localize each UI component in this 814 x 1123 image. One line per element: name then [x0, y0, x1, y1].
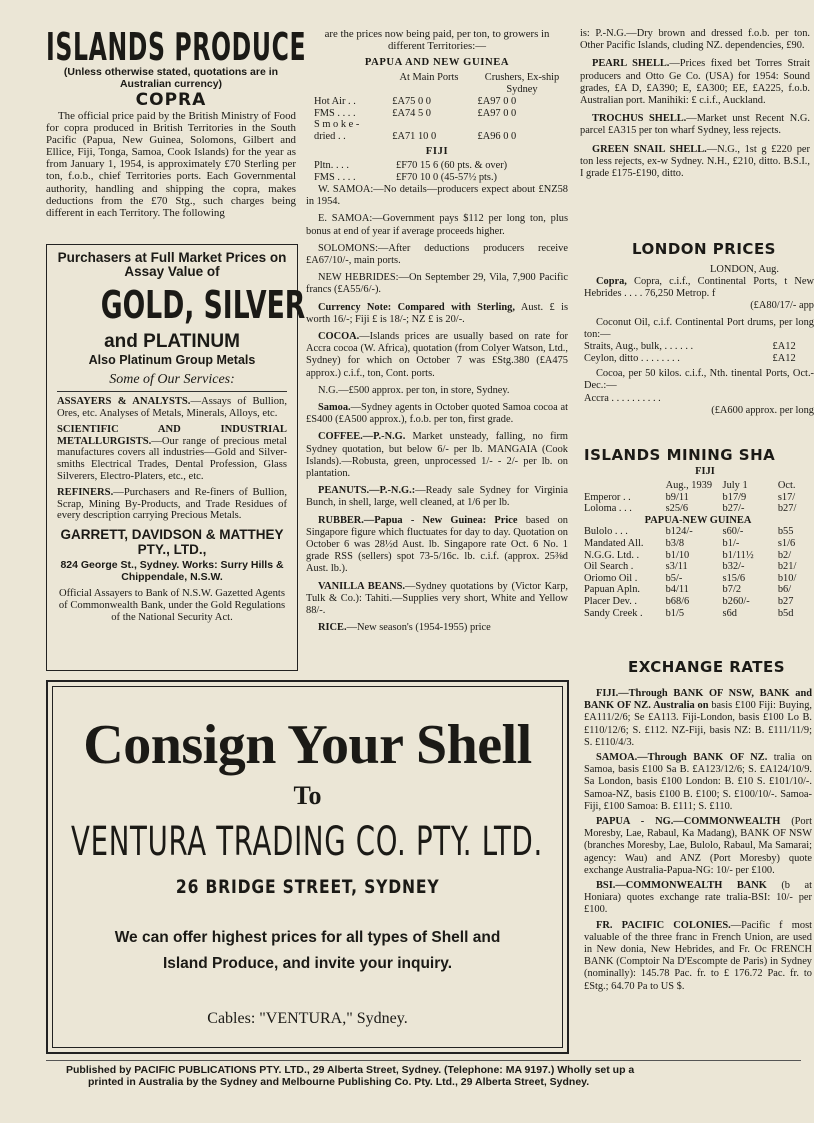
table-cell: £A12: [772, 341, 796, 353]
table-row: [584, 492, 814, 504]
table-row: [584, 550, 814, 562]
col2-paragraphs: [306, 184, 568, 670]
table-cell: £F70 15 6 (60 pts. & over): [396, 160, 508, 171]
table-cell: July 1: [722, 480, 748, 491]
th-main-ports: At Main Ports: [399, 72, 459, 83]
table-cell: s60/-: [722, 526, 744, 538]
table-cell: Oil Search .: [584, 561, 634, 573]
table-cell: b5d: [777, 607, 794, 619]
exchange-paragraph: FIJI.—Through BANK OF NSW, BANK and BANK OF NZ. Australia on basis £100 Fiji: Buying, £A111/2/6; Se £A113. Fiji-London, basis £100 Lo B. £110/12/6; S. £112. NZ-Fiji, basis NZ: B. £111/11/9; S. £110/4/3.: [584, 688, 812, 748]
table-cell: b6/: [777, 584, 792, 596]
exchange-paragraph: FR. PACIFIC COLONIES.—Pacific f most valuable of the three franc in French Union, are used in New donia, New Hebrides, and Fr. Oc FRENCH BANK (Comptoir Na D'Escompte de Paris) in Sydney (nominally): 145.78 Pac. fr. to £ 176.72 Pac. fr. to £Stg.; 64.70 Pa to US $.: [584, 919, 813, 992]
mining-png-heading-row: [584, 515, 814, 527]
ventura-address: 26 BRIDGE STREET, SYDNEY: [175, 876, 440, 898]
col2-paragraph: PEANUTS.—P.-N.G.:—Ready sale Sydney for Virginia Bunch, in shell, large, well cleaned, at 1/6 per lb.: [306, 485, 568, 509]
table-cell: b68/6: [665, 595, 690, 607]
table-cell: s3/11: [665, 561, 688, 573]
publisher-footer: [66, 1064, 801, 1094]
table-cell: £A12: [772, 352, 796, 364]
col2-paragraph: COCOA.—Islands prices are usually based on rate for Accra cocoa (W. Africa), quotation (from Colyer Watson, Ltd., Sydney) for which on October 7 was £Stg.380 (£A475 approx.) c.i.f., ton, Cont. ports.: [306, 331, 568, 379]
col2-paragraph: E. SAMOA:—Government pays $112 per long ton, plus bonus at end of year if average proceeds higher.: [306, 213, 568, 237]
fiji-heading: FIJI: [425, 146, 449, 157]
table-row: [584, 584, 814, 596]
table-cell: FMS . . . .: [314, 107, 356, 119]
table-row: [584, 608, 814, 620]
table-cell: £A97 0 0: [477, 96, 517, 107]
table-row: [314, 108, 564, 120]
footer-line-1: Published by PACIFIC PUBLICATIONS PTY. LTD., 29 Alberta Street, Sydney. (Telephone: MA 9197.) Wholly set up a: [66, 1064, 635, 1076]
table-cell: FMS . . . .: [314, 171, 356, 183]
table-cell: s17/: [777, 491, 796, 503]
table-cell: b1/5: [665, 607, 685, 619]
london-oil-rows: [584, 341, 810, 364]
exchange-paragraph: PAPUA - NG.—COMMONWEALTH (Port Moresby, Lae, Rabaul, Ka Madang), BANK OF NSW (branches Moresby, Lae, Bulolo, Rabaul, Ma Samarai; agency: Wau) and ANZ (Port Moresby) quote exchange Australia-Papua-NG: 10/- per £100.: [584, 816, 812, 876]
exchange-heading: EXCHANGE RATES: [628, 658, 786, 676]
mining-heading: ISLANDS MINING SHA: [584, 446, 776, 464]
table-row: [584, 503, 814, 515]
table-cell: b1/-: [722, 537, 740, 549]
col2-paragraph: RUBBER.—Papua - New Guinea: Price based on Singapore figure which fluctuates for day to day. Quotation on October 6 was 28½d Aust. lb. Singapore rate Oct. 6 No. 1 grade RSS (sellers) spot 73-5/16c. lb. c.i.f. (approx. 25⅜d Aust. lb.).: [306, 514, 569, 575]
col2-paragraph: NEW HEBRIDES:—On September 29, Vila, 7,900 Pacific francs (£A55/6/-).: [306, 272, 568, 296]
ad-footer: Official Assayers to Bank of N.S.W. Gazetted Agents of Commonwealth Bank, under the Gold Regulations of the National Security Act.: [58, 587, 286, 623]
table-row: [584, 526, 814, 538]
gold-silver-ad: [46, 244, 306, 671]
mining-fiji: FIJI: [695, 466, 715, 477]
table-cell: b1/11½: [722, 549, 754, 561]
ad-assayers-para: ASSAYERS & ANALYSTS.—Assays of Bullion, Ores, etc. Analyses of Metals, Minerals, Alloys, etc.: [57, 396, 287, 419]
table-cell: Oct.: [777, 480, 796, 491]
table-cell: s1/6: [777, 537, 796, 549]
table-cell: Aug., 1939: [665, 480, 713, 491]
table-cell: Mandated All.: [584, 537, 644, 549]
mining-png-heading: PAPUA-NEW GUINEA: [644, 514, 752, 526]
col2-paragraph: RICE.—New season's (1954-1955) price: [318, 622, 491, 634]
footer-line-2: printed in Australia by the Sydney and Melbourne Publishing Co. Pty. Ltd., 29 Alberta Street, Sydney.: [88, 1076, 590, 1088]
table-cell: b5/-: [665, 572, 683, 584]
col2-paragraph: N.G.—£500 approx. per ton, in store, Sydney.: [318, 384, 510, 396]
ad-address: 824 George St., Sydney. Works: Surry Hills & Chippendale, N.S.W.: [60, 558, 284, 583]
table-cell: [584, 480, 666, 492]
snail-para: GREEN SNAIL SHELL.—N.G., 1st g £220 per ton less rejects, ex-w Sydney. N.H., £210, ditto. B.S.I., I grade £175-£190, ditto.: [580, 143, 810, 180]
footer-rule: [46, 1060, 801, 1061]
table-cell: Straits, Aug., bulk, . . . . . .: [584, 341, 694, 353]
ad-services: Some of Our Services:: [109, 372, 235, 387]
copra-heading: COPRA: [135, 90, 207, 110]
ventura-company: VENTURA TRADING CO. PTY. LTD.: [71, 819, 543, 865]
table-cell: N.G.G. Ltd. .: [584, 549, 640, 561]
col2-intro: are the prices now being paid, per ton, to growers in different Territories:—: [324, 28, 550, 52]
table-row: [584, 538, 814, 550]
london-copra-sterling: (£A80/17/- app: [750, 300, 814, 312]
ad-metallurgists-para: SCIENTIFIC AND INDUSTRIAL METALLURGISTS.—Our range of precious metal manufactures covers all industries—Gold and Silver-smiths Electrical Trades, Dental Profession, Glass Silverers, Electro-Platers, etc., etc.: [57, 424, 287, 482]
col2-paragraph: COFFEE.—P.-N.G. Market unsteady, falling, no firm Sydney quotation, but below 6/- per lb. MANGAIA (Cook Islands).—Robusta, green, unprocessed 1/- - 2/- per lb. on plantation.: [306, 431, 568, 480]
table-cell: £A96 0 0: [477, 130, 517, 142]
ventura-headline: Consign Your Shell: [83, 714, 532, 776]
pearl-shell-para: PEARL SHELL.—Prices fixed bet Torres Strait producers and Otto Ge Co. (USA) for 1954: Sound grades, £A D, £A390; E, £A300; EE, £A225, f.o.b. Australian port. Manihiki: £ c.i.f., Auckland.: [580, 58, 810, 107]
table-cell: s25/6: [665, 503, 689, 515]
table-cell: b17/9: [722, 491, 747, 503]
ad-gold-silver: GOLD, SILVER: [100, 283, 306, 327]
table-cell: b9/11: [665, 491, 689, 503]
table-row: [314, 172, 568, 184]
ad-company: GARRETT, DAVIDSON & MATTHEY PTY., LTD.,: [60, 526, 284, 557]
table-cell: Bulolo . . .: [584, 526, 628, 538]
ventura-ad-inner: [52, 686, 563, 1048]
ventura-offer-1: We can offer highest prices for all types of Shell and: [114, 929, 501, 946]
london-dateline: LONDON, Aug.: [710, 264, 779, 275]
col3: [580, 28, 814, 668]
table-row: [314, 119, 564, 131]
table-cell: £F70 10 0 (45-57½ pts.): [396, 171, 498, 183]
table-cell: b260/-: [722, 595, 750, 607]
table-cell: b55: [777, 526, 794, 538]
exchange-paragraph: BSI.—COMMONWEALTH BANK (b at Honiara) quotes exchange rate tralia-BSI: 10/- per £100.: [584, 880, 812, 916]
table-cell: dried . .: [314, 130, 346, 142]
png-heading: PAPUA AND NEW GUINEA: [364, 57, 510, 68]
table-cell: Oriomo Oil .: [584, 572, 638, 584]
table-cell: b27: [777, 595, 794, 607]
ad-and-platinum: and PLATINUM: [104, 331, 240, 352]
ventura-cables: Cables: "VENTURA," Sydney.: [207, 1010, 408, 1027]
table-cell: b21/: [777, 561, 797, 573]
table-cell: s15/6: [722, 572, 746, 584]
ventura-to: To: [293, 781, 322, 810]
table-cell: £A97 0 0: [477, 107, 517, 119]
london-cocoa: Cocoa, per 50 kilos. c.i.f., Nth. tinental Ports, Oct.-Dec.:—: [584, 368, 814, 392]
col2-paragraph: SOLOMONS:—After deductions producers receive £A67/10/-, main ports.: [306, 242, 568, 267]
png-price-table: [314, 72, 574, 142]
exchange-paragraph: SAMOA.—Through BANK OF NZ. tralia on Samoa, basis £100 Sa B. £A123/12/6; S. £A124/10/9. Sa London, basis £100 London: B. £10 S. £101/10/-. Samoa-NZ, basis £100 B. £100; S. £100/10/-. Samoa-Fiji, £100 Samoa: B. £111; S. £110.: [584, 752, 812, 812]
table-cell: Sandy Creek .: [584, 607, 643, 619]
table-row: [314, 160, 568, 172]
london-accra: Accra . . . . . . . . . .: [584, 392, 661, 404]
ventura-offer-2: Island Produce, and invite your inquiry.: [162, 955, 453, 972]
table-cell: b3/8: [665, 537, 685, 549]
exchange-section: [584, 654, 813, 1054]
london-coconut-oil: Coconut Oil, c.i.f. Continental Port drums, per long ton:—: [584, 316, 814, 340]
table-row: [584, 480, 814, 492]
rice-continued: is: P.-N.G.—Dry brown and dressed f.o.b. per ton. Other Pacific Islands, cluding NZ. dependencies, £90.: [580, 28, 810, 52]
table-cell: b7/2: [722, 584, 742, 596]
table-cell: £A75 0 0: [392, 96, 431, 107]
table-cell: b10/: [777, 572, 797, 584]
ad-purchasers-line: Purchasers at Full Market Prices on Assay Value of: [57, 250, 287, 279]
png-rows: [314, 96, 564, 142]
ad-platinum-group: Also Platinum Group Metals: [88, 353, 256, 367]
islands-subtitle: (Unless otherwise stated, quotations are in Australian currency): [63, 66, 279, 90]
table-row: [314, 131, 564, 143]
copra-text: The official price paid by the British Ministry of Food for copra produced in British Territories in the South Pacific (Papua, New Guinea, Solomons, Gilbert and Ellice, Fiji, Tonga, Samoa, Cook Islands) for the year as from January 1, 1954, is approximately £70 Sterling per ton, f.o.b., chief Territories ports. Each Governmental authority, handling and shipping the copra, makes deductions from the £70 Stg., such charges being different in each Territory. The following: [46, 110, 296, 219]
table-cell: S m o k e -: [314, 119, 360, 131]
table-cell: b124/-: [665, 526, 693, 538]
table-cell: Hot Air . .: [314, 96, 356, 107]
fiji-price-table: [314, 160, 574, 183]
table-cell: Papuan Apln.: [584, 584, 640, 596]
table-row: [584, 596, 814, 608]
table-cell: b2/: [777, 549, 792, 561]
table-row: [584, 353, 810, 365]
ventura-ad-outer: [46, 680, 569, 1054]
table-row: [584, 561, 814, 573]
table-cell: [392, 119, 477, 131]
table-cell: b1/10: [665, 549, 690, 561]
col2-paragraph: Currency Note: Compared with Sterling, Aust. £ is worth 16/-; Fiji £ is 18/-; NZ £ is 20/-.: [306, 301, 568, 325]
table-row: [314, 96, 564, 108]
table-cell: £A74 5 0: [392, 107, 431, 119]
ad-divider: [57, 391, 287, 392]
ad-refiners-para: REFINERS.—Purchasers and Re-finers of Bullion, Scrap, Mining By-Products, and Trade Residues of every description carrying Precious Metals.: [57, 487, 287, 522]
trochus-para: TROCHUS SHELL.—Market unst Recent N.G. parcel £A315 per ton wharf Sydney, less rejects.: [580, 113, 811, 137]
table-cell: b27/: [777, 503, 797, 515]
table-cell: [478, 119, 564, 131]
table-row: [584, 341, 810, 353]
table-cell: b32/-: [722, 561, 745, 573]
table-cell: Pltn. . . .: [314, 160, 349, 171]
london-accra-value: (£A600 approx. per long: [711, 404, 814, 416]
london-copra: Copra, Copra, c.i.f., Continental Ports, t New Hebrides . . . . 76,250 Metrop. f: [584, 276, 814, 300]
table-cell: £A71 10 0: [392, 130, 437, 142]
table-cell: Ceylon, ditto . . . . . . . .: [584, 352, 680, 364]
table-row: [584, 573, 814, 585]
th-crushers: Crushers, Ex-ship Sydney: [484, 72, 560, 95]
col2-paragraph: Samoa.—Sydney agents in October quoted Samoa cocoa at £S400 (£A500 approx.), f.o.b. per ton, first grade.: [306, 402, 568, 426]
table-cell: b4/11: [665, 584, 689, 596]
col2-paragraph: VANILLA BEANS.—Sydney quotations by (Victor Karp, Tulk & Co.): Tahiti.—Supplies very short, White and Yellow 88/-.: [306, 580, 568, 617]
col2-paragraph: W. SAMOA:—No details—producers expect about £NZ58 in 1954.: [306, 184, 568, 208]
london-heading: LONDON PRICES: [632, 240, 776, 258]
islands-produce-title: ISLANDS PRODUCE: [46, 25, 307, 69]
table-cell: Loloma . . .: [584, 503, 632, 515]
table-cell: Emperor . .: [584, 491, 631, 503]
mining-table: [584, 480, 814, 619]
table-cell: Placer Dev. .: [584, 595, 637, 607]
table-cell: b27/-: [722, 503, 745, 515]
table-cell: s6d: [722, 607, 737, 619]
